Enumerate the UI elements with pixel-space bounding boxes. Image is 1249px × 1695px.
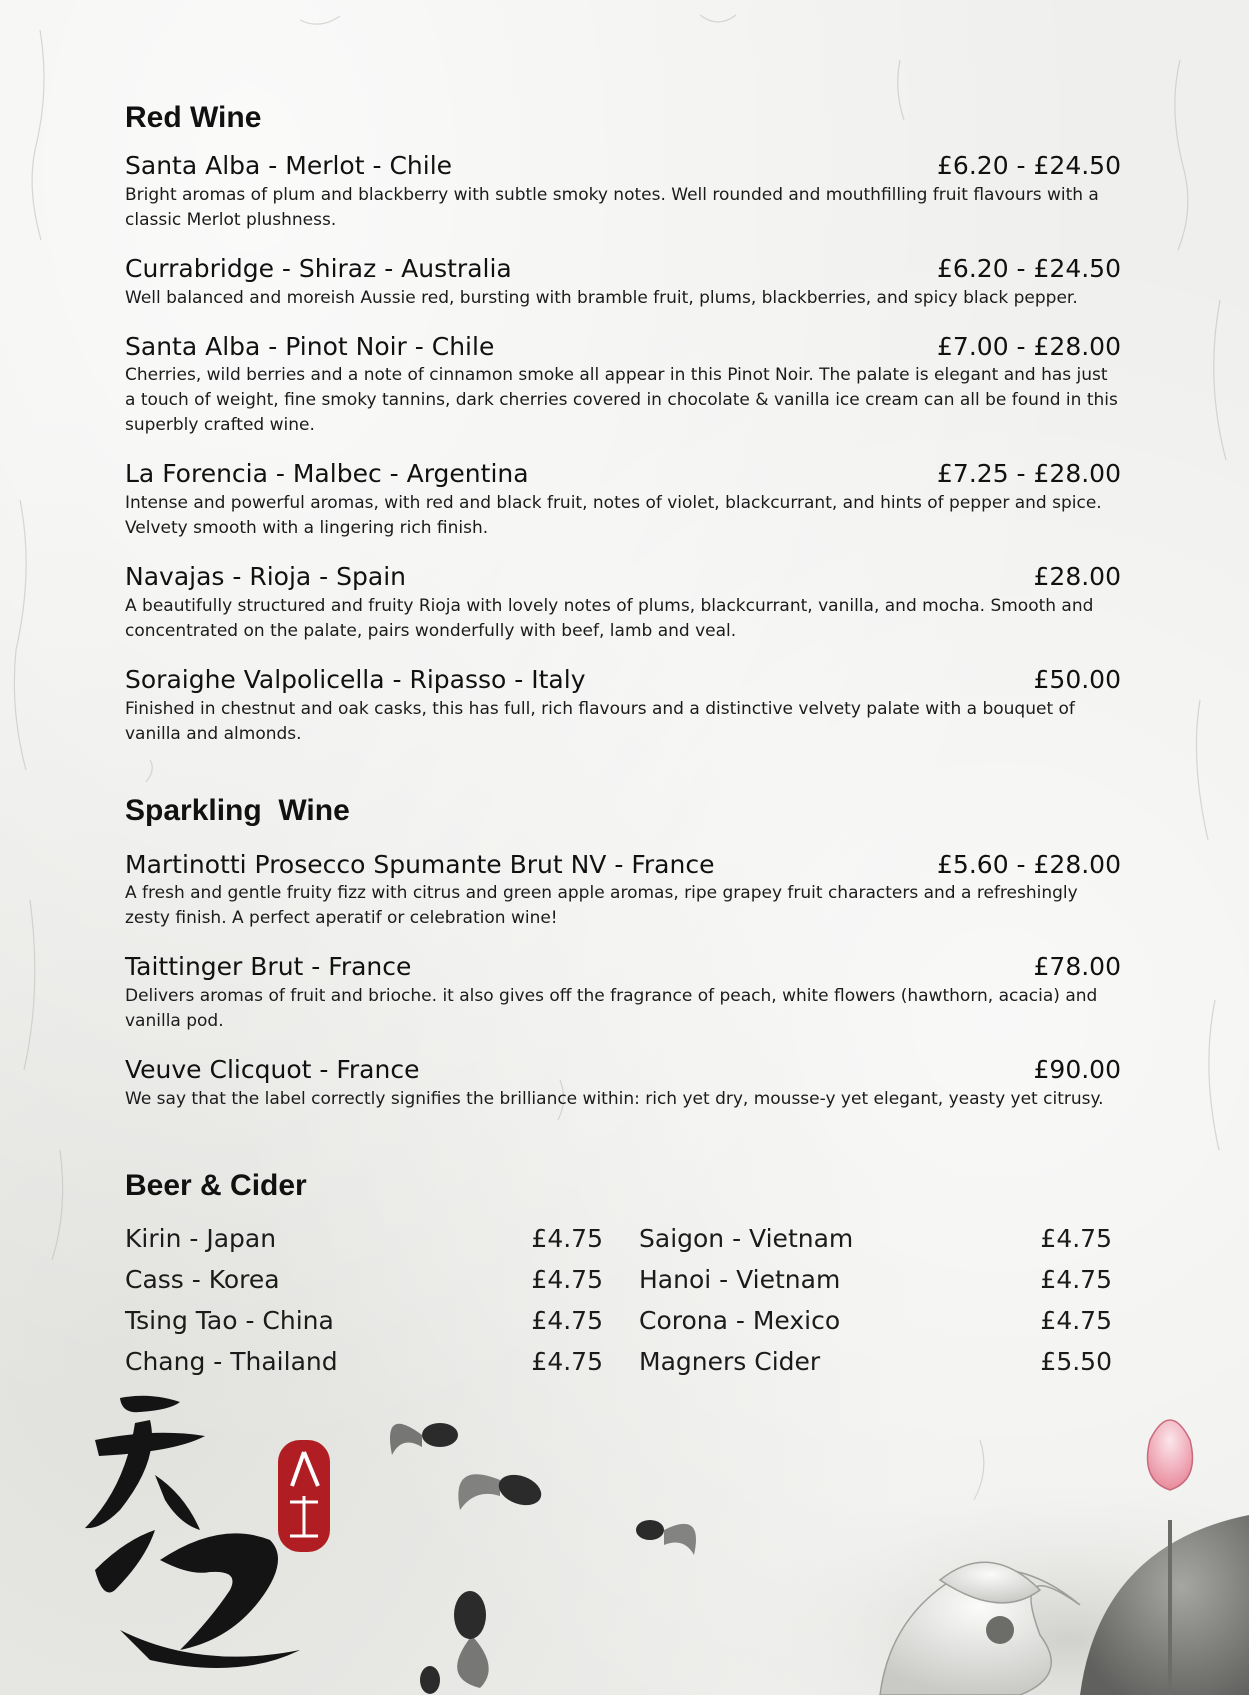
- wine-name: La Forencia - Malbec - Argentina: [125, 459, 529, 489]
- beer-item: [639, 1218, 1112, 1259]
- wine-name: Currabridge - Shiraz - Australia: [125, 253, 512, 283]
- wine-description: Delivers aromas of fruit and brioche. it also gives off the fragrance of peach, white flowers (hawthorn, acacia) and vanilla pod.: [125, 986, 1098, 1031]
- wine-name: Navajas - Rioja - Spain: [125, 562, 406, 591]
- beer-cider-section: [125, 1168, 1121, 1382]
- wine-name: Soraighe Valpolicella - Ripasso - Italy: [125, 664, 586, 694]
- beer-price: £4.75: [1040, 1223, 1112, 1253]
- beer-item: [125, 1259, 603, 1300]
- beer-price: £4.75: [531, 1264, 603, 1294]
- ink-painting-decoration: [0, 1380, 1249, 1695]
- wine-description: A beautifully structured and fruity Rioja with lovely notes of plums, blackcurrant, vanilla, and mocha. Smooth and concentrated on the palate, pairs wonderfully with beef, lamb and veal.: [125, 595, 1094, 641]
- beer-price: £4.75: [1040, 1305, 1112, 1335]
- section-title-sparkling-wine: Sparkling Wine: [125, 793, 350, 827]
- beer-name: Cass - Korea: [125, 1264, 280, 1294]
- wine-description: A fresh and gentle fruity fizz with citrus and green apple aromas, ripe grapey fruit characters and a refreshingly zesty finish. A perfect aperatif or celebration wine!: [125, 883, 1078, 929]
- beer-item: [125, 1341, 603, 1382]
- wine-description: Cherries, wild berries and a note of cinnamon smoke all appear in this Pinot Noir. The palate is elegant and has just a touch of weight, fine smoky tannins, dark cherries covered in chocolate & vanilla ice cream can all be found in this superbly crafted wine.: [125, 365, 1118, 436]
- beer-item: [639, 1341, 1112, 1382]
- wine-price: £78.00: [1033, 952, 1121, 982]
- beer-name: Kirin - Japan: [125, 1223, 277, 1253]
- beer-column-left: [125, 1218, 603, 1382]
- wine-item: [125, 666, 1121, 747]
- section-title-beer-cider: Beer & Cider: [125, 1168, 307, 1202]
- beer-price: £4.75: [531, 1305, 603, 1335]
- beer-name: Saigon - Vietnam: [639, 1223, 854, 1253]
- wine-name: Taittinger Brut - France: [125, 952, 412, 982]
- wine-price: £7.25 - £28.00: [937, 459, 1121, 489]
- wine-description: Finished in chestnut and oak casks, this has full, rich flavours and a distinctive velvety palate with a bouquet of vanilla and almonds.: [125, 698, 1075, 744]
- wine-item: [125, 333, 1121, 439]
- beer-name: Hanoi - Vietnam: [639, 1264, 841, 1294]
- red-wine-section: [125, 100, 1121, 747]
- calligraphy-logo: [85, 1396, 300, 1668]
- wine-name: Santa Alba - Merlot - Chile: [125, 151, 453, 180]
- beer-item: [125, 1300, 603, 1341]
- wine-price: £5.60 - £28.00: [937, 849, 1121, 879]
- wine-name: Veuve Clicquot - France: [125, 1055, 420, 1084]
- wine-description: Intense and powerful aromas, with red and black fruit, notes of violet, blackcurrant, and hints of pepper and spice. Velvety smooth with a lingering rich finish.: [125, 493, 1102, 538]
- wine-item: [125, 953, 1121, 1034]
- wine-price: £6.20 - £24.50: [937, 253, 1121, 283]
- sparkling-wine-section: [125, 793, 1121, 1112]
- beer-list: [125, 1218, 1121, 1382]
- wine-description: We say that the label correctly signifies the brilliance within: rich yet dry, mousse-y yet elegant, yeasty yet citrusy.: [125, 1088, 1104, 1109]
- red-seal: [278, 1440, 330, 1552]
- wine-price: £6.20 - £24.50: [937, 151, 1121, 180]
- beer-name: Corona - Mexico: [639, 1305, 841, 1335]
- beer-name: Tsing Tao - China: [125, 1305, 334, 1335]
- wine-item: [125, 563, 1121, 644]
- wine-item: [125, 1056, 1121, 1112]
- beer-price: £4.75: [531, 1346, 603, 1376]
- beer-column-right: [639, 1218, 1112, 1382]
- beer-name: Chang - Thailand: [125, 1346, 338, 1376]
- section-title-red-wine: Red Wine: [125, 101, 262, 134]
- wine-price: £50.00: [1033, 664, 1121, 694]
- beer-price: £5.50: [1040, 1346, 1112, 1376]
- wine-item: [125, 255, 1121, 311]
- beer-name: Magners Cider: [639, 1346, 821, 1376]
- beer-price: £4.75: [531, 1223, 603, 1253]
- wine-description: Well balanced and moreish Aussie red, bursting with bramble fruit, plums, blackberries, and spicy black pepper.: [125, 287, 1078, 308]
- wine-price: £90.00: [1033, 1055, 1121, 1084]
- beer-price: £4.75: [1040, 1264, 1112, 1294]
- wine-name: Santa Alba - Pinot Noir - Chile: [125, 331, 495, 361]
- wine-price: £28.00: [1033, 562, 1121, 591]
- wine-item: [125, 460, 1121, 541]
- wine-description: Bright aromas of plum and blackberry with subtle smoky notes. Well rounded and mouthfilling fruit flavours with a classic Merlot plushness.: [125, 184, 1099, 230]
- beer-item: [639, 1300, 1112, 1341]
- wine-name: Martinotti Prosecco Spumante Brut NV - France: [125, 849, 715, 879]
- drinks-menu: [125, 100, 1121, 1382]
- beer-item: [639, 1259, 1112, 1300]
- wine-item: [125, 851, 1121, 932]
- wine-price: £7.00 - £28.00: [937, 331, 1121, 361]
- beer-item: [125, 1218, 603, 1259]
- wine-item: [125, 152, 1121, 233]
